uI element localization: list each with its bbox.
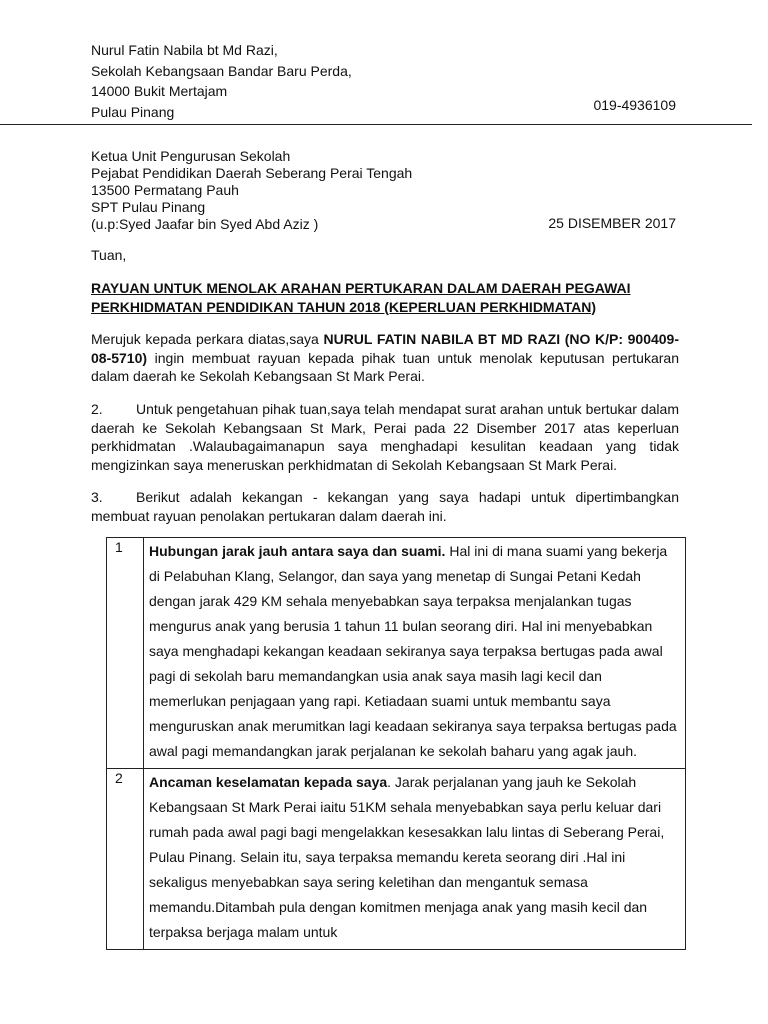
sender-name: Nurul Fatin Nabila bt Md Razi,: [91, 42, 278, 58]
row-number: 1: [107, 538, 144, 769]
table-row: [107, 769, 686, 950]
paragraph-1: [91, 330, 679, 386]
paragraph-2-text: Untuk pengetahuan pihak tuan,saya telah mendapat surat arahan untuk bertukar dalam daerah ke Sekolah Kebangsaan St Mark, Perai pada 22 Disember 2017 atas keperluan perkhidmatan .Walaubagaimanapun saya menghadapi kesulitan keadaan yang tidak mengizinkan saya meneruskan perkhidmatan di Sekolah Kebangsaan St Mark Perai.: [91, 401, 679, 473]
recipient-line: SPT Pulau Pinang: [91, 199, 206, 215]
paragraph-1-lead: Merujuk kepada perkara diatas,saya: [91, 331, 324, 347]
recipient-attention: (u.p:Syed Jaafar bin Syed Abd Aziz ): [91, 216, 319, 232]
paragraph-3-number: 3.: [91, 489, 103, 505]
recipient-line: 13500 Permatang Pauh: [91, 182, 239, 198]
sender-state: Pulau Pinang: [91, 103, 175, 120]
letter-subject: RAYUAN UNTUK MENOLAK ARAHAN PERTUKARAN DALAM DAERAH PEGAWAI PERKHIDMATAN PENDIDIKAN TAHUN 2018 (KEPERLUAN PERKHIDMATAN): [91, 280, 631, 315]
applicant-name-ic: NURUL FATIN NABILA BT MD RAZI (NO K/P: 900409-08-5710): [91, 331, 680, 366]
sender-address: [91, 40, 352, 122]
sender-phone: 019-4936109: [593, 97, 676, 113]
row-heading: Hubungan jarak jauh antara saya dan suami.: [149, 543, 446, 559]
row-text: Hal ini di mana suami yang bekerja di Pelabuhan Klang, Selangor, dan saya yang menetap di Sungai Petani Kedah dengan jarak 429 KM sehala menyebabkan saya terpaksa menjalankan tugas mengurus anak yang berusia 1 tahun 11 bulan seorang diri. Hal ini menyebabkan saya menghadapi kekangan keadaan sekiranya saya terpaksa bertugas pada awal pagi di sekolah baru memandangkan usia anak saya masih lagi kecil dan memerlukan penjagaan yang rapi. Ketiadaan suami untuk membantu saya menguruskan anak merumitkan lagi keadaan sekiranya saya terpaksa bertugas pada awal pagi memandangkan jarak perjalanan ke sekolah baharu yang agak jauh.: [149, 543, 677, 759]
row-content: [144, 538, 686, 769]
sender-postcode-city: 14000 Bukit Mertajam: [91, 83, 228, 99]
row-number: 2: [107, 769, 144, 950]
paragraph-2-number: 2.: [91, 401, 103, 417]
paragraph-3: [91, 488, 679, 525]
row-heading: Ancaman keselamatan kepada saya: [149, 774, 388, 790]
paragraph-3-text: Berikut adalah kekangan - kekangan yang saya hadapi untuk dipertimbangkan membuat rayuan penolakan pertukaran dalam daerah ini.: [91, 489, 679, 524]
recipient-line: Ketua Unit Pengurusan Sekolah: [91, 148, 291, 164]
recipient-address: [91, 148, 412, 233]
header-divider: [0, 124, 752, 125]
constraints-table: [106, 537, 686, 950]
paragraph-1-rest: ingin membuat rayuan kepada pihak tuan untuk menolak keputusan pertukaran dalam daerah ke Sekolah Kebangsaan St Mark Perai.: [91, 349, 679, 384]
row-text: . Jarak perjalanan yang jauh ke Sekolah Kebangsaan St Mark Perai iaitu 51KM sehala menyebabkan saya perlu keluar dari rumah pada awal pagi bagi mengelakkan kesesakkan lalu lintas di Seberang Perai, Pulau Pinang. Selain itu, saya terpaksa memandu kereta seorang diri .Hal ini sekaligus menyebabkan saya sering keletihan dan mengantuk semasa memandu.Ditambah pula dengan komitmen menjaga anak yang masih kecil dan terpaksa berjaga malam untuk: [149, 774, 665, 940]
paragraph-2: [91, 400, 679, 474]
sender-school: Sekolah Kebangsaan Bandar Baru Perda,: [91, 62, 352, 79]
salutation: Tuan,: [91, 247, 127, 263]
recipient-line: Pejabat Pendidikan Daerah Seberang Perai Tengah: [91, 165, 413, 181]
table-row: [107, 538, 686, 769]
letter-date: 25 DISEMBER 2017: [548, 215, 676, 231]
row-content: [144, 769, 686, 950]
